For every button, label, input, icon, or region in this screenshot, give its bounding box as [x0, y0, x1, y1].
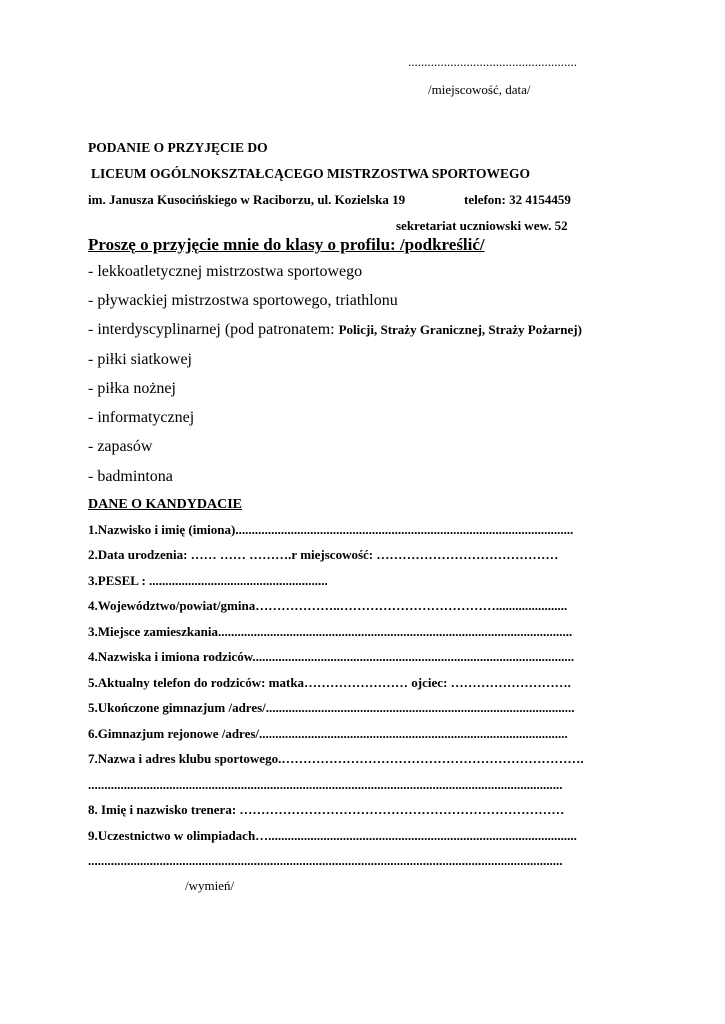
field-sports-club-continued[interactable]: .................................................................................................................................................. [88, 777, 563, 792]
field-pesel[interactable]: 3.PESEL : ....................................................... [88, 573, 328, 588]
date-place-caption: /miejscowość, data/ [428, 82, 531, 97]
profile-option-informatics[interactable]: - informatycznej [88, 409, 195, 426]
field-sports-club[interactable]: 7.Nazwa i adres klubu sportowego.……………………………………………………………. [88, 751, 584, 766]
field-olympiads[interactable]: 9.Uczestnictwo w olimpiadach…............................................................................................... [88, 828, 577, 843]
profile-option-athletics[interactable]: - lekkoatletycznej mistrzostwa sportowego [88, 263, 363, 280]
profile-option-volleyball[interactable]: - piłki siatkowej [88, 351, 192, 368]
field-olympiads-continued[interactable]: .................................................................................................................................................. [88, 853, 563, 868]
field-birth-date-place[interactable]: 2.Data urodzenia: …… …… ……….r miejscowość: …………………………………… [88, 547, 559, 562]
secretariat-extension: sekretariat uczniowski wew. 52 [396, 218, 568, 233]
field-voivodeship[interactable]: 4.Województwo/powiat/gmina………………..………………………………...................... [88, 598, 568, 613]
profile-option-interdisciplinary[interactable] [88, 321, 582, 339]
title-line-1: PODANIE O PRZYJĘCIE DO [88, 140, 268, 155]
profile-request-heading: Proszę o przyjęcie mnie do klasy o profilu: /podkreślić/ [88, 235, 485, 254]
school-address: im. Janusza Kusocińskiego w Raciborzu, ul. Kozielska 19 [88, 192, 406, 207]
field-parents-names[interactable]: 4.Nazwiska i imiona rodziców................................................................................................... [88, 649, 575, 664]
patronage-text: Policji, Straży Granicznej, Straży Pożarnej) [338, 322, 582, 337]
field-coach-name[interactable]: 8. Imię i nazwisko trenera: ………………………………………………………………… [88, 802, 565, 817]
field-full-name[interactable]: 1.Nazwisko i imię (imiona)........................................................................................................ [88, 522, 574, 537]
candidate-data-heading: DANE O KANDYDACIE [88, 497, 243, 512]
profile-option-swimming[interactable]: - pływackiej mistrzostwa sportowego, triathlonu [88, 292, 398, 309]
profile-option-wrestling[interactable]: - zapasów [88, 438, 153, 455]
field-residence[interactable]: 3.Miejsce zamieszkania............................................................................................................. [88, 624, 573, 639]
school-phone: telefon: 32 4154459 [464, 192, 571, 207]
title-line-2: LICEUM OGÓLNOKSZTAŁCĄCEGO MISTRZOSTWA SPORTOWEGO [91, 166, 530, 181]
list-caption: /wymień/ [185, 878, 235, 893]
profile-option-football[interactable]: - piłka nożnej [88, 380, 176, 397]
date-place-line[interactable]: .................................................... [408, 54, 577, 69]
profile-option-badminton[interactable]: - badmintona [88, 468, 173, 485]
profile-option-interdisciplinary-label: - interdyscyplinarnej (pod patronatem: [88, 321, 339, 338]
field-parents-phone[interactable]: 5.Aktualny telefon do rodziców: matka…………………… ojciec: ………………………. [88, 675, 571, 690]
field-district-school[interactable]: 6.Gimnazjum rejonowe /adres/............................................................................................... [88, 726, 568, 741]
field-completed-school[interactable]: 5.Ukończone gimnazjum /adres/............................................................................................... [88, 700, 575, 715]
